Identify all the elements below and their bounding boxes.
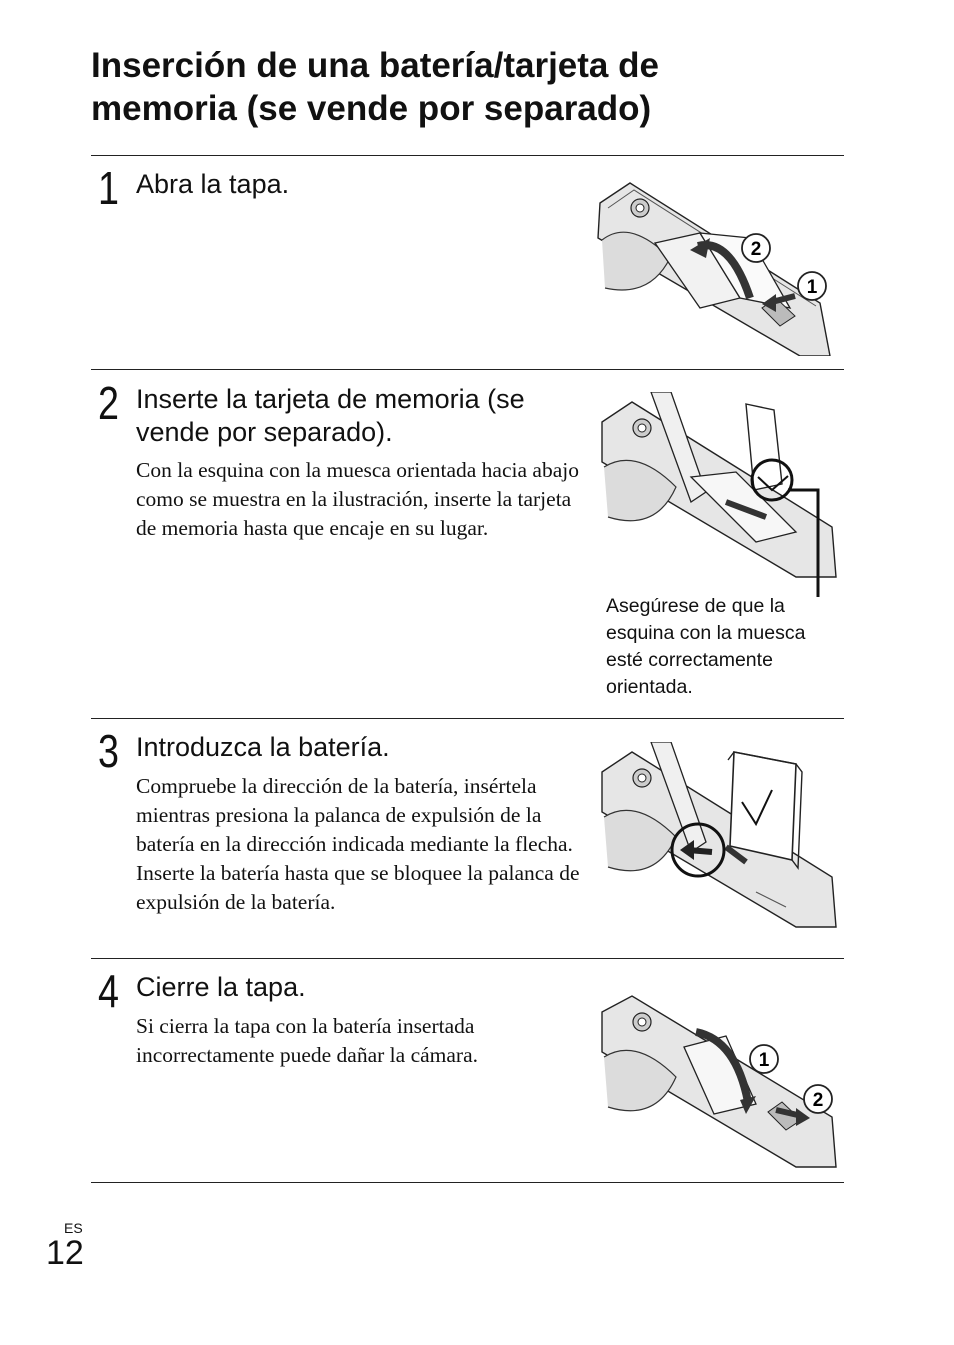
step-4-body: Si cierra la tapa con la batería insertada incorrectamente puede dañar la cámara. xyxy=(136,1014,478,1067)
step-1-heading: Abra la tapa. xyxy=(136,169,290,199)
page-title-line-1: Inserción de una batería/tarjeta de xyxy=(91,46,659,85)
camera-open-cover-icon xyxy=(590,178,840,356)
step-2-number: 2 xyxy=(98,377,119,429)
step-2-heading-line-2: vende por separado). xyxy=(136,417,393,447)
section-divider xyxy=(91,369,844,370)
section-divider xyxy=(91,155,844,156)
step-2-body: Con la esquina con la muesca orientada hacia abajo como se muestra en la ilustración, inserte la tarjeta de memoria hasta que encaje en su lugar. xyxy=(136,458,579,540)
callout-2-label: 2 xyxy=(812,1090,824,1111)
callout-1-label: 1 xyxy=(806,277,818,298)
section-divider xyxy=(91,718,844,719)
memory-card-insert-icon xyxy=(596,392,841,607)
section-divider xyxy=(91,958,844,959)
callout-1-label: 1 xyxy=(758,1050,770,1071)
step-2-heading xyxy=(136,383,586,449)
section-divider xyxy=(91,1182,844,1183)
step-2-caption: Asegúrese de que la esquina con la muesca esté correctamente orientada. xyxy=(606,595,806,698)
step-4-number: 4 xyxy=(98,965,119,1017)
step-4-heading: Cierre la tapa. xyxy=(136,972,306,1002)
camera-close-cover-icon xyxy=(596,992,841,1170)
page-number: 12 xyxy=(46,1234,84,1272)
step-3-body: Compruebe la dirección de la batería, insértela mientras presiona la palanca de expulsión de la batería en la dirección indicada mediante la flecha. Inserte la batería hasta que se bloquee la palanca de expulsión de la batería. xyxy=(136,774,580,914)
step-3-number: 3 xyxy=(98,725,119,777)
language-code: ES xyxy=(64,1220,83,1236)
step-3-heading: Introduzca la batería. xyxy=(136,732,390,762)
battery-insert-icon xyxy=(596,742,841,932)
step-2-heading-line-1: Inserte la tarjeta de memoria (se xyxy=(136,384,525,414)
callout-2-label: 2 xyxy=(750,239,762,260)
page-title xyxy=(91,44,851,130)
page-title-line-2: memoria (se vende por separado) xyxy=(91,89,652,128)
step-1-number: 1 xyxy=(98,162,119,214)
